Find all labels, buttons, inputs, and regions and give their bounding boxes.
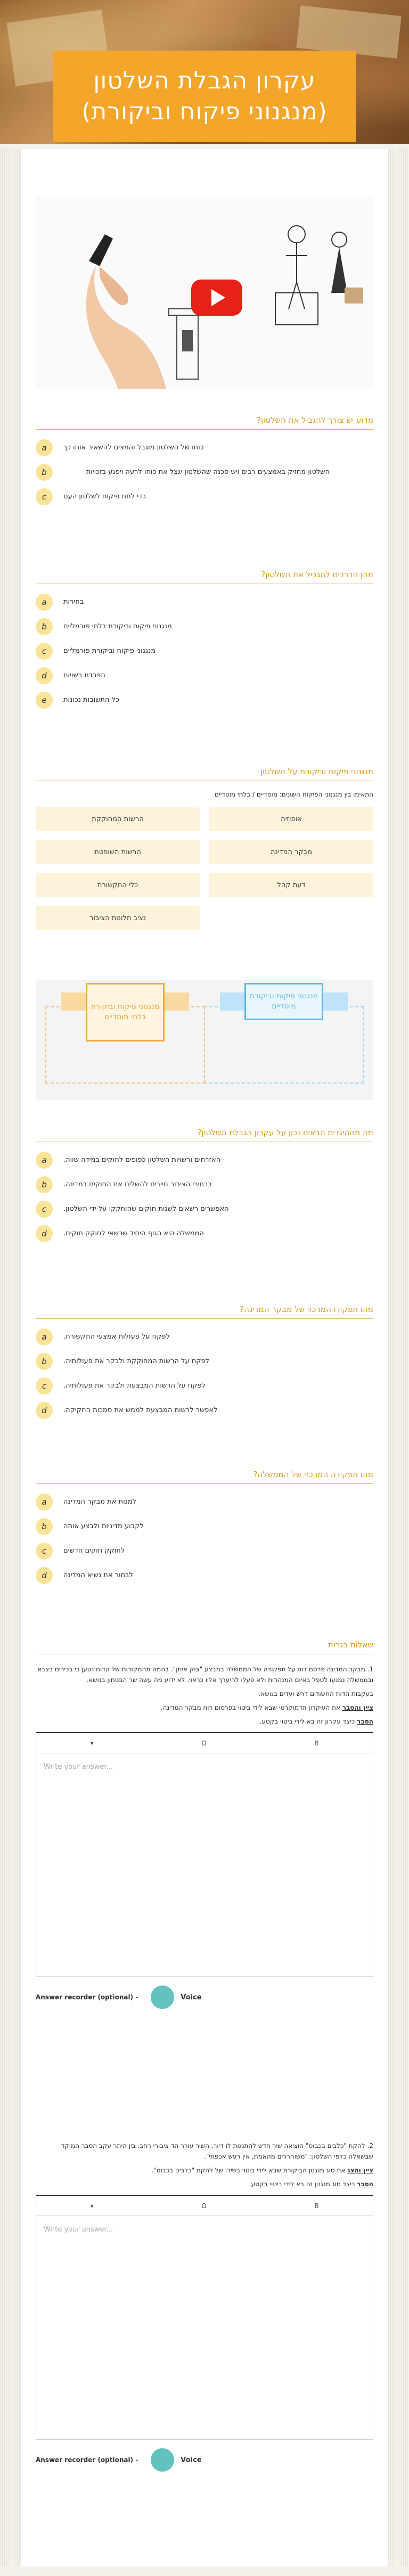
ribbon-non-institutional [61,983,189,1020]
answer-option[interactable] [36,1176,373,1193]
recorder-label: Answer recorder (optional) - [36,1993,138,2001]
option-badge: b [36,1176,53,1193]
option-badge: d [36,1225,53,1242]
answer-option[interactable] [36,464,373,481]
answer-option[interactable] [36,488,373,505]
recorder-label: Answer recorder (optional) - [36,2456,138,2464]
option-text: כדי לתת פיקוח לשלטון העם [63,493,146,501]
answer-option[interactable] [36,1201,373,1218]
option-badge: b [36,1518,53,1535]
option-text: הממשלה היא הגוף היחיד שרשאי לחוקק חוקים. [63,1229,204,1237]
answer-option[interactable] [36,692,373,709]
draggable-cards [36,807,373,930]
question-instruction [36,1702,373,1713]
option-badge: e [36,692,53,709]
option-badge: d [36,667,53,684]
option-badge: a [36,1152,53,1169]
option-badge: b [36,1353,53,1370]
answer-option[interactable] [36,1543,373,1560]
option-text: לחוקק חוקים חדשים [63,1547,125,1555]
question-title: מהו תפקידו המרכזי של מבקר המדינה? [36,1305,373,1319]
option-text: לקבוע מדיניות ולבצע אותה [63,1522,144,1530]
drag-card[interactable]: הרשות המחוקקת [36,807,200,831]
title-box [53,51,356,142]
special-chars-button[interactable]: Ω [201,1739,207,1747]
open-question-2 [36,2140,373,2472]
drag-card[interactable]: כלי התקשורת [36,873,200,897]
option-badge: d [36,1567,53,1584]
instruction-keyword: ציין והסבר [342,1704,373,1711]
instruction-text: כיצד סוג מנגנון זה בא לידי ביטוי בקטע. [249,2180,355,2188]
drag-card[interactable]: מבקר המדינה [209,840,373,864]
ballot-stand-illustration [158,303,217,389]
editor-toolbar [36,1732,373,1753]
voice-record-button[interactable] [151,2448,174,2472]
option-text: האפשרים רשאים לשנות חוקים שהוחקקו על ידי השלטון. [63,1205,229,1213]
option-badge: b [36,464,53,481]
option-text: כל התשובות נכונות [63,696,119,704]
ribbon-institutional [220,983,348,1020]
answer-option[interactable] [36,594,373,611]
answer-textarea[interactable]: Write your answer... [36,2216,373,2440]
drag-card[interactable]: נציב תלונות הציבור [36,906,200,930]
voice-label: Voice [181,2456,202,2464]
drop-zone-label: מנגנוני פיקוח וביקורת מוסדיים [244,983,324,1020]
option-badge: a [36,1328,53,1346]
quiz-question-1 [36,415,373,513]
answer-option[interactable] [36,643,373,660]
matching-question [36,767,373,930]
header-banner [0,0,409,144]
question-instruction [36,1716,373,1727]
instruction-keyword: ציין והצג [347,2167,373,2174]
voice-label: Voice [181,1993,202,2001]
ribbon-wing [220,992,244,1011]
section-heading: שאלות בגרות [36,1640,373,1654]
option-text: בחירות [63,598,84,606]
ribbon-wing [165,992,189,1011]
instruction-text: את העיקרון הדמוקרטי שבא לידי ביטוי בפרסום דוח מבקר המדינה. [160,1704,340,1711]
answer-option[interactable] [36,667,373,684]
answer-option[interactable] [36,1567,373,1584]
option-badge: b [36,618,53,635]
question-title: מהן הדרכים להגביל את השלטון? [36,570,373,584]
question-title: מנגנוני פיקוח וביקורת על השלטון [36,767,373,781]
option-text: השלטון מחזיק באמצעים רבים ויש סכנה שהשלטון יגצל את כוחו לרעה ויפגע בזכויות [86,468,330,476]
option-badge: c [36,1201,53,1218]
instruction-keyword: הסבר [357,2180,373,2188]
question-title: מהו תפקידה המרכזי של הממשלה? [36,1470,373,1484]
answer-option[interactable] [36,1328,373,1346]
video-player[interactable] [36,197,373,389]
quiz-question-2 [36,570,373,716]
option-badge: c [36,643,53,660]
quiz-question-4 [36,1128,373,1250]
option-badge: c [36,1543,53,1560]
answer-option[interactable] [36,1518,373,1535]
option-text: מנגנוני פיקוח וביקורת בלתי פורמליים [63,622,172,630]
option-text: לפקח על הרשות המחוקקת ולבקר את פעולותיה. [63,1357,210,1365]
drag-card[interactable]: הרשות השופטת [36,840,200,864]
bold-button[interactable]: B [314,1739,319,1747]
question-title: מה מההיגדים הבאים נכון על עקרון הגבלת השלטון? [36,1128,373,1142]
question-title: מדוע יש צורך להגביל את השלטון? [36,415,373,430]
question-instruction [36,2179,373,2189]
answer-option[interactable] [36,1402,373,1419]
option-text: מנגנוני פיקוח וביקורת פורמליים [63,647,156,655]
option-badge: a [36,1494,53,1511]
ribbon-wing [323,992,348,1011]
option-text: הפרדת רשויות [63,671,105,679]
quiz-question-5 [36,1305,373,1426]
question-paragraph: בעקבות הדוח החשודים דרש ועדים בנושא. [258,1690,373,1697]
drop-area [36,980,373,1100]
quiz-question-6 [36,1470,373,1591]
option-text: לפקח על הרשות המבצעת ולבקר את פעולותיה. [63,1382,206,1390]
instruction-text: כיצד עקרון זה בא לידי ביטוי בקטע. [259,1718,355,1725]
option-badge: c [36,488,53,505]
answer-option[interactable] [36,1377,373,1394]
open-question-1 [36,1640,373,2009]
drag-card[interactable]: דעת קהל [209,873,373,897]
special-chars-button[interactable]: Ω [201,2202,207,2210]
content-column [21,149,388,2566]
answer-option[interactable] [36,1225,373,1242]
question-paragraph: 2. להקת "כלבים בכבוס" הוציאה שיר חדש להתנגות לו דיור. השיר עורר הד ציבורי רחב. בין היתר עקב הסבר המוקד שבשאלה כלפי השלטון: "משוחררים מהאמת, אין רעש אכפתי". [61,2142,373,2160]
bold-button[interactable]: B [314,2202,319,2210]
option-badge: a [36,594,53,611]
question-instruction [36,2165,373,2176]
instruction-keyword: הסבר [357,1718,373,1725]
instruction-text: את סוג מנגנון הביקורת שבא לידי ביטוי בשירו של להקת "כלבים בכבוס". [151,2167,346,2174]
answer-option[interactable] [36,439,373,456]
answer-recorder [36,1986,373,2009]
option-text: לפקח על פעולות אמצעי התקשורת. [63,1333,170,1341]
question-instruction: התאימו בין מנגנוני הפיקוח השונים: מוסדיים / בלתי מוסדיים [214,791,373,798]
option-badge: a [36,439,53,456]
editor-toolbar [36,2195,373,2216]
people-cartoon-illustration [265,213,366,351]
answer-option[interactable] [36,1353,373,1370]
option-text: כוחו של השלטון מוגבל והמצים להשאיר אותו כך [63,444,204,452]
play-icon[interactable] [191,280,242,316]
option-badge: c [36,1377,53,1394]
answer-recorder [36,2448,373,2472]
option-text: האזרחים ורשויות השלטון כפופים לחוקים במידה שווה. [63,1156,221,1164]
answer-option[interactable] [36,618,373,635]
drop-zone-label: מנגנוני פיקוח וביקורת בלתי מוסדיים [86,983,165,1041]
option-badge: d [36,1402,53,1419]
drag-card[interactable]: אופוזיה [209,807,373,831]
ribbon-wing [61,992,86,1011]
voice-record-button[interactable] [151,1986,174,2009]
option-text: לבחור את נשיא המדינה [63,1571,133,1579]
answer-option[interactable] [36,1152,373,1169]
option-text: למנות את מבקר המדינה [63,1498,137,1506]
question-paragraph: 1. מבקר המדינה פרסם דוח על תפקודה של הממשלה במבצע "צוק איתן". בהמה מהמקורות של הדוח נטען כי בכירים בצבא ובממשלה נמנעו לטפל באיום המנהרות ולא פעלו להיערך אליו כראוי. לא ידוע מה עשה שר הבטחון בנושא. [37,1666,373,1684]
left-decor [0,149,21,2566]
format-dropdown[interactable]: ▾ [90,2202,94,2210]
option-text: לאפשר לרשות המבצעת לממש את סמכות החקיקה. [63,1406,218,1414]
option-text: בבחירי הציבור חייבים להשלים את החוקים במדינה. [63,1180,212,1188]
answer-option[interactable] [36,1494,373,1511]
answer-textarea[interactable]: Write your answer... [36,1753,373,1977]
right-decor [388,149,409,2566]
format-dropdown[interactable]: ▾ [90,1739,94,1747]
page-title: עקרון הגבלת השלטון (מנגנוני פיקוח וביקורת) [81,67,328,125]
